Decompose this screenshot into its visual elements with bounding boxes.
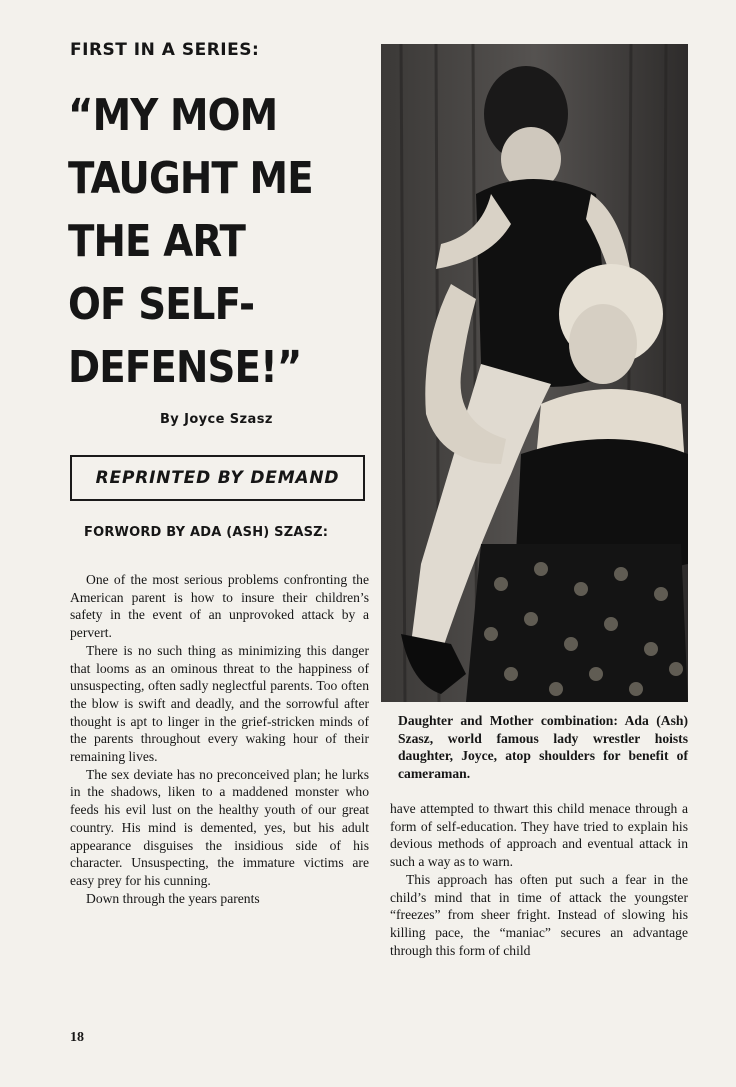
body-paragraph: There is no such thing as minimizing this danger that looms as an ominous threat to the happiness of unsuspecting, often sadly neglectful parents. Too often the blow is swift and deadly, and the sorrowful after thought is apt to linger in the grief-stricken minds of the parents throughout every waking hour of their remaining lives. bbox=[70, 642, 369, 765]
foreword-heading: FORWORD BY ADA (ASH) SZASZ: bbox=[84, 525, 329, 540]
left-column bbox=[70, 571, 369, 907]
body-paragraph: The sex deviate has no preconceived plan; he lurks in the shadows, liken to a maddened monster who feeds his evil lust on the healthy youth of our great country. His mind is demented, yes, but his adult appearance disguises the insidious side of his character. Unsuspecting, the immature victims are easy prey for his cunning. bbox=[70, 766, 369, 888]
headline-line: THE ART bbox=[68, 216, 246, 267]
body-paragraph: One of the most serious problems confronting the American parent is how to insure their children’s safety in the event of an unprovoked attack by a pervert. bbox=[70, 572, 369, 641]
article-headline bbox=[68, 84, 341, 399]
headline-line: “MY MOM bbox=[68, 90, 278, 141]
series-kicker: FIRST IN A SERIES: bbox=[70, 40, 260, 60]
page-number: 18 bbox=[70, 1030, 84, 1045]
body-paragraph: This approach has often put such a fear in the child’s mind that in time of attack the youngster “freezes” from sheer fright. Instead of slowing his killing pace, the “maniac” secures an advantage through this form of child bbox=[390, 871, 688, 958]
headline-line: DEFENSE!” bbox=[68, 342, 302, 393]
headline-line: TAUGHT ME bbox=[68, 153, 313, 204]
reprint-banner bbox=[70, 455, 365, 501]
right-column bbox=[390, 800, 688, 959]
body-paragraph: Down through the years parents bbox=[86, 890, 260, 906]
body-paragraph: have attempted to thwart this child menace through a form of self-education. They have tried to explain his devious methods of approach and eventual attack in such a way as to warn. bbox=[390, 801, 688, 870]
photo-illustration bbox=[381, 44, 688, 702]
photo-caption: Daughter and Mother combination: Ada (Ash) Szasz, world famous lady wrestler hoists daughter, Joyce, atop shoulders for benefit of cameraman. bbox=[398, 713, 688, 781]
wrestlers-photo bbox=[381, 44, 688, 702]
byline: By Joyce Szasz bbox=[160, 412, 273, 427]
headline-line: OF SELF- bbox=[68, 279, 255, 330]
reprint-label: REPRINTED BY DEMAND bbox=[95, 468, 340, 488]
